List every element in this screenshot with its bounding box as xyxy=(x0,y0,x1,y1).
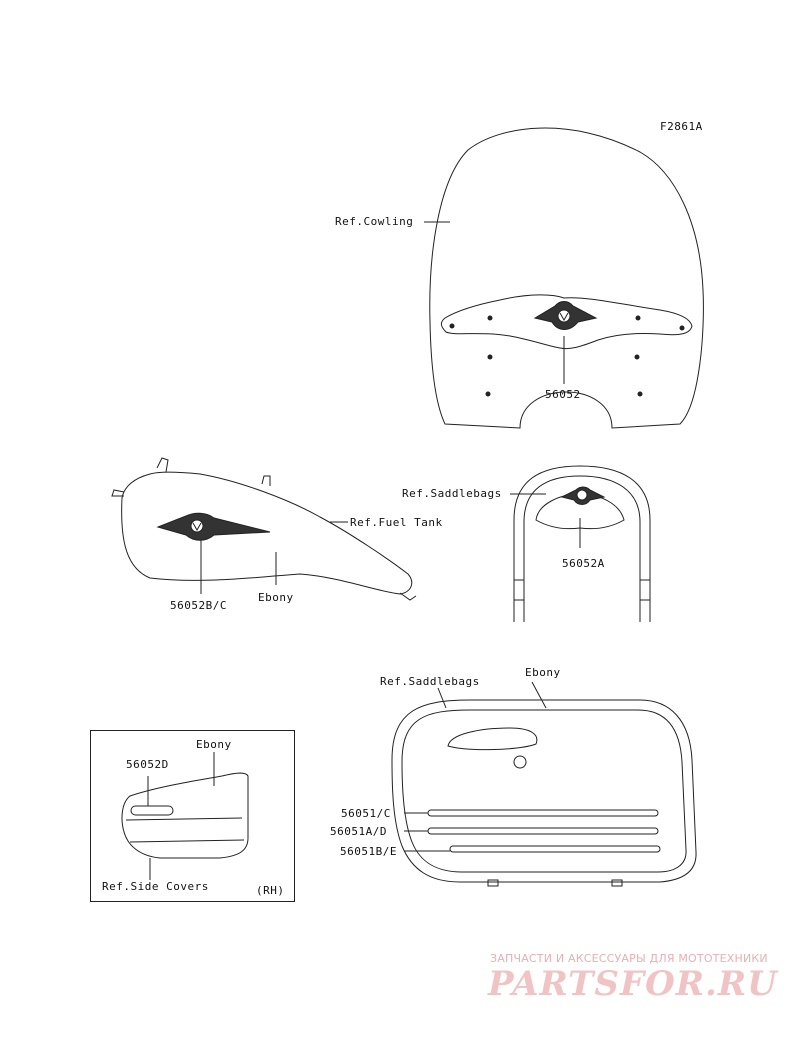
figure-id: F2861A xyxy=(660,120,703,133)
side-cover-color-label: Ebony xyxy=(196,738,232,751)
ref-side-covers-label: Ref.Side Covers xyxy=(102,880,209,893)
side-cover-inset xyxy=(90,730,295,902)
side-indicator: (RH) xyxy=(256,884,285,897)
cowling-part-number: 56052 xyxy=(545,388,581,401)
ref-saddlebags-rack-label: Ref.Saddlebags xyxy=(402,487,502,500)
saddlebag-color-label: Ebony xyxy=(525,666,561,679)
saddlebag-drawing xyxy=(392,682,696,886)
backrest-drawing xyxy=(510,466,650,622)
fuel-tank-drawing xyxy=(112,458,416,600)
ref-cowling-label: Ref.Cowling xyxy=(335,215,414,228)
watermark-subtitle: ЗАПЧАСТИ И АКСЕССУАРЫ ДЛЯ МОТОТЕХНИКИ xyxy=(490,952,768,965)
side-cover-part-number: 56052D xyxy=(126,758,169,771)
tank-color-label: Ebony xyxy=(258,591,294,604)
watermark-logo: PARTSFOR.RU xyxy=(488,964,778,1004)
rack-part-number: 56052A xyxy=(562,557,605,570)
tank-part-number: 56052B/C xyxy=(170,599,227,612)
ref-saddlebags-label: Ref.Saddlebags xyxy=(380,675,480,688)
stripe-part-2: 56051A/D xyxy=(330,825,387,838)
windshield-drawing xyxy=(424,128,703,428)
stripe-part-1: 56051/C xyxy=(341,807,391,820)
ref-fuel-tank-label: Ref.Fuel Tank xyxy=(350,516,443,529)
stripe-part-3: 56051B/E xyxy=(340,845,397,858)
